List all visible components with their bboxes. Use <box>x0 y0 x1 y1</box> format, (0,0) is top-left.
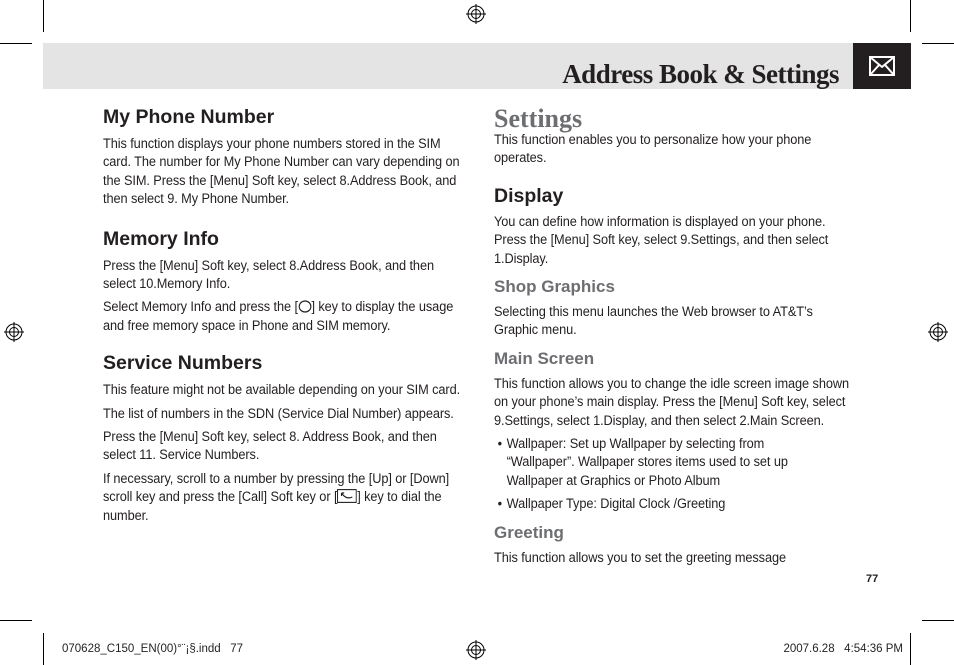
footer-timestamp: 2007.6.28 4:54:36 PM <box>783 643 903 655</box>
registration-mark-top <box>466 4 486 24</box>
paragraph: The list of numbers in the SDN (Service Dial Number) appears. <box>103 405 454 422</box>
paragraph-with-key <box>103 470 463 525</box>
settings-title: Settings <box>494 104 583 133</box>
paragraph-text: ] key to display the usage and free memory space in Phone and SIM memory. <box>103 299 454 334</box>
paragraph-text: If necessary, scroll to a number by pressing the [Up] or [Down] scroll key and press the [Call] Soft key or [ <box>103 470 450 506</box>
paragraph: This function displays your phone numbers stored in the SIM card. The number for My Phone Number can vary depending on the SIM. Press the [Menu] Soft key, select 8.Address Book, and then select 9. My Phone Number. <box>103 136 460 208</box>
subsection-heading: Greeting <box>494 522 564 542</box>
header-icon-box <box>853 43 911 89</box>
right-column <box>494 104 854 567</box>
paragraph: This feature might not be available depending on your SIM card. <box>103 382 461 399</box>
section-heading: Display <box>494 184 564 207</box>
section-heading: My Phone Number <box>103 106 275 128</box>
paragraph: Press the [Menu] Soft key, select 8.Address Book, and then select 10.Memory Info. <box>103 257 434 293</box>
paragraph: You can define how information is displayed on your phone. Press the [Menu] Soft key, select 9.Settings, and then select 1.Display. <box>494 213 829 267</box>
section-heading: Service Numbers <box>103 352 263 375</box>
subsection-heading: Shop Graphics <box>494 277 615 297</box>
registration-mark-bottom <box>466 640 486 660</box>
footer-file-info: 070628_C150_EN(00)°¨¡§.indd 77 <box>62 643 244 655</box>
subsection-heading: Main Screen <box>494 348 595 368</box>
registration-mark-right <box>928 322 948 342</box>
bullet-item: • Wallpaper Type: Digital Clock /Greeting <box>494 495 867 513</box>
bullet-item: • Wallpaper: Set up Wallpaper by selecting from “Wallpaper”. Wallpaper stores items used to set up Wallpaper at Graphics or Photo Album <box>494 435 829 490</box>
paragraph: This function allows you to change the idle screen image shown on your phone’s main display. Press the [Menu] Soft key, select 9.Settings, select 1.Display, and then select 2.Main Screen. <box>494 375 849 429</box>
paragraph: This function allows you to set the greeting message <box>494 549 787 566</box>
paragraph: Selecting this menu launches the Web browser to AT&T’s Graphic menu. <box>494 304 813 339</box>
paragraph: Press the [Menu] Soft key, select 8. Address Book, and then select 11. Service Numbers. <box>103 429 437 464</box>
section-heading: Memory Info <box>103 227 219 250</box>
ok-key-icon <box>298 300 312 313</box>
page-title: Address Book & Settings <box>562 59 839 89</box>
send-key-icon <box>337 489 357 503</box>
left-column <box>103 105 468 525</box>
page-number: 77 <box>866 573 879 585</box>
paragraph-text: Select Memory Info and press the [ <box>103 299 298 316</box>
envelope-icon <box>869 56 895 76</box>
paragraph: This function enables you to personalize how your phone operates. <box>494 132 812 167</box>
registration-mark-left <box>4 322 24 342</box>
paragraph-with-key <box>103 298 463 335</box>
paragraph-text: ] key to dial the number. <box>103 489 442 524</box>
